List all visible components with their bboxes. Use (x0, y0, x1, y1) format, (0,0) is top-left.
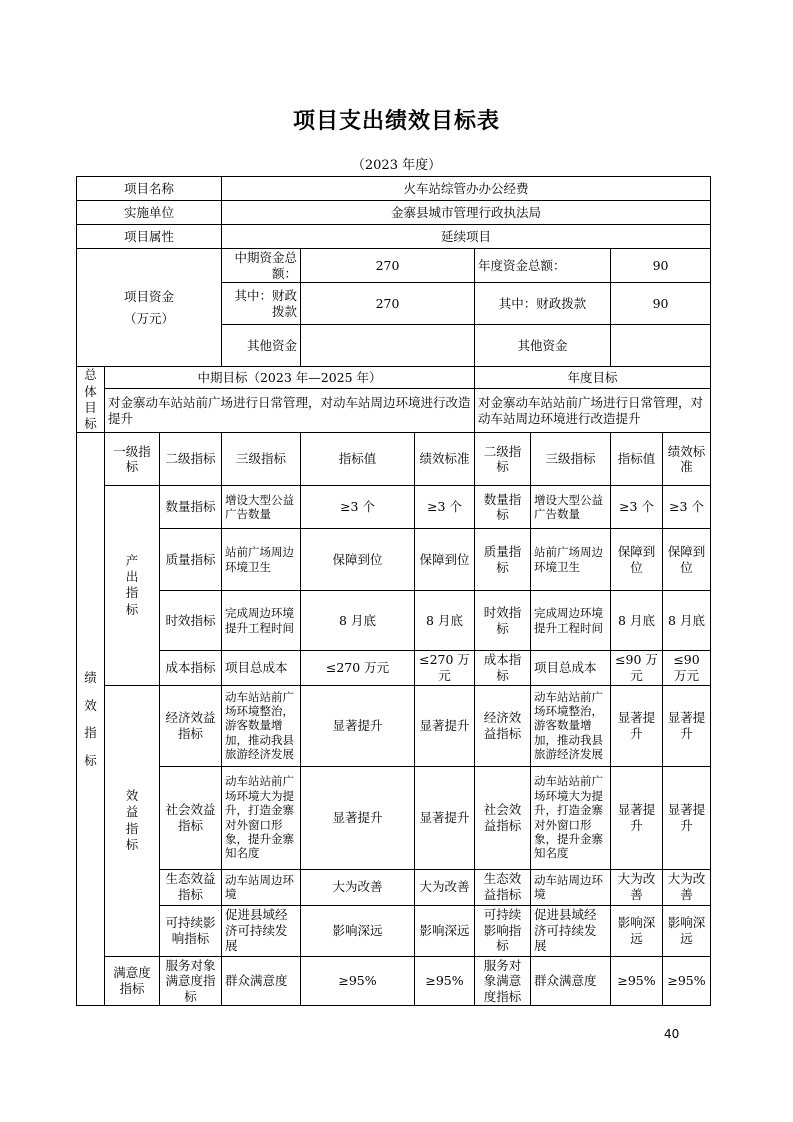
table-row (77, 651, 711, 685)
page-title: 项目支出绩效目标表 (292, 109, 500, 134)
cell: 显著提升 (301, 685, 415, 766)
cell: 显著提升 (415, 766, 475, 869)
table-row (77, 956, 711, 1006)
cell: 保障到位 (415, 529, 475, 591)
cell: ≥3 个 (611, 486, 663, 529)
cell: 生态效益指标 (160, 869, 222, 905)
attribute-label: 项目属性 (77, 225, 222, 249)
cell: 大为改善 (663, 869, 711, 905)
cell: 动车站站前广场环境大为提升，打造金寨对外窗口形象，提升金寨知名度 (531, 766, 611, 869)
cell: 8 月底 (415, 591, 475, 651)
cell: 大为改善 (611, 869, 663, 905)
year-fiscal-value: 90 (611, 283, 711, 325)
cell: 动车站周边环境 (531, 869, 611, 905)
cell: 数量指标 (475, 486, 531, 529)
mid-goal-text: 对金寨动车站站前广场进行日常管理，对动车站周边环境进行改造提升 (105, 389, 475, 433)
cell: 保障到位 (611, 529, 663, 591)
benefit-indicator-label: 效益指标 (105, 685, 160, 956)
cell: ≥3 个 (301, 486, 415, 529)
cell: 群众满意度 (222, 956, 301, 1006)
indicators-label: 绩效指标 (77, 433, 105, 1006)
mid-total-value: 270 (301, 249, 475, 283)
cell: 显著提升 (611, 685, 663, 766)
mid-fiscal-value: 270 (301, 283, 475, 325)
cell: 成本指标 (475, 651, 531, 685)
cell: 完成周边环境提升工程时间 (222, 591, 301, 651)
table-row (77, 529, 711, 591)
cell: 项目总成本 (222, 651, 301, 685)
cell: 质量指标 (160, 529, 222, 591)
cell: 8 月底 (611, 591, 663, 651)
page-number: 40 (664, 1027, 680, 1041)
year-goal-header: 年度目标 (475, 367, 711, 389)
cell: 影响深远 (301, 905, 415, 956)
performance-table (76, 176, 711, 1006)
cell: ≥95% (415, 956, 475, 1006)
header-value-mid: 指标值 (301, 433, 415, 486)
cell: 社会效益指标 (475, 766, 531, 869)
cell: 时效指标 (475, 591, 531, 651)
cell: 可持续影响指标 (475, 905, 531, 956)
project-name-value: 火车站综管办办公经费 (222, 177, 711, 201)
cell: 保障到位 (663, 529, 711, 591)
cell: 影响深远 (611, 905, 663, 956)
cell: 质量指标 (475, 529, 531, 591)
header-value-year: 指标值 (611, 433, 663, 486)
mid-goal-header: 中期目标（2023 年—2025 年） (105, 367, 475, 389)
header-standard-year: 绩效标准 (663, 433, 711, 486)
cell: ≥95% (611, 956, 663, 1006)
cell: ≥3 个 (663, 486, 711, 529)
mid-other-value (301, 325, 475, 367)
year-total-label: 年度资金总额： (475, 249, 611, 283)
header-level3-mid: 三级指标 (222, 433, 301, 486)
cell: 可持续影响指标 (160, 905, 222, 956)
cell: 成本指标 (160, 651, 222, 685)
cell: 站前广场周边环境卫生 (222, 529, 301, 591)
cell: 时效指标 (160, 591, 222, 651)
cell: 显著提升 (415, 685, 475, 766)
cell: 促进县域经济可持续发展 (222, 905, 301, 956)
cell: 保障到位 (301, 529, 415, 591)
unit-value: 金寨县城市管理行政执法局 (222, 201, 711, 225)
header-level3-year: 三级指标 (531, 433, 611, 486)
header-level2-year: 二级指标 (475, 433, 531, 486)
year-goal-text: 对金寨动车站站前广场进行日常管理，对动车站周边环境进行改造提升 (475, 389, 711, 433)
year-label: （2023 年度） (351, 158, 442, 173)
cell: ≥95% (301, 956, 415, 1006)
header-standard-mid: 绩效标准 (415, 433, 475, 486)
cell: ≥95% (663, 956, 711, 1006)
year-fiscal-label: 其中：财政拨款 (475, 283, 611, 325)
cell: ≤270 万元 (301, 651, 415, 685)
cell: ≤270 万元 (415, 651, 475, 685)
cell: 促进县域经济可持续发展 (531, 905, 611, 956)
cell: 站前广场周边环境卫生 (531, 529, 611, 591)
year-other-value (611, 325, 711, 367)
cell: 动车站周边环境 (222, 869, 301, 905)
cell: 数量指标 (160, 486, 222, 529)
output-indicator-label: 产出指标 (105, 486, 160, 685)
cell: ≥3 个 (415, 486, 475, 529)
cell: 项目总成本 (531, 651, 611, 685)
attribute-value: 延续项目 (222, 225, 711, 249)
mid-total-label: 中期资金总额： (222, 249, 301, 283)
cell: 影响深远 (415, 905, 475, 956)
cell: ≤90 万元 (611, 651, 663, 685)
cell: 生态效益指标 (475, 869, 531, 905)
cell: 大为改善 (301, 869, 415, 905)
cell: 社会效益指标 (160, 766, 222, 869)
cell: 显著提升 (663, 766, 711, 869)
table-row (77, 869, 711, 905)
cell: 显著提升 (301, 766, 415, 869)
cell: 动车站站前广场环境整治，游客数量增加，推动我县旅游经济发展 (531, 685, 611, 766)
year-other-label: 其他资金 (475, 325, 611, 367)
cell: 显著提升 (611, 766, 663, 869)
header-level1: 一级指标 (105, 433, 160, 486)
project-name-label: 项目名称 (77, 177, 222, 201)
cell: 影响深远 (663, 905, 711, 956)
cell: 增设大型公益广告数量 (531, 486, 611, 529)
cell: 群众满意度 (531, 956, 611, 1006)
cell: 服务对象满意度指标 (475, 956, 531, 1006)
cell: 服务对象满意度指标 (160, 956, 222, 1006)
cell: 显著提升 (663, 685, 711, 766)
table-row (77, 486, 711, 529)
cell: 8 月底 (301, 591, 415, 651)
satisfaction-indicator-label: 满意度指标 (105, 956, 160, 1006)
cell: ≤90 万元 (663, 651, 711, 685)
cell: 完成周边环境提升工程时间 (531, 591, 611, 651)
table-row (77, 591, 711, 651)
table-row (77, 685, 711, 766)
cell: 经济效益指标 (475, 685, 531, 766)
mid-fiscal-label: 其中：财政拨款 (222, 283, 301, 325)
cell: 增设大型公益广告数量 (222, 486, 301, 529)
cell: 动车站站前广场环境大为提升，打造金寨对外窗口形象，提升金寨知名度 (222, 766, 301, 869)
cell: 动车站站前广场环境整治，游客数量增加，推动我县旅游经济发展 (222, 685, 301, 766)
cell: 经济效益指标 (160, 685, 222, 766)
table-row (77, 905, 711, 956)
mid-other-label: 其他资金 (222, 325, 301, 367)
cell: 8 月底 (663, 591, 711, 651)
header-level2-mid: 二级指标 (160, 433, 222, 486)
unit-label: 实施单位 (77, 201, 222, 225)
cell: 大为改善 (415, 869, 475, 905)
overall-goal-label: 总体目标 (77, 367, 105, 433)
year-total-value: 90 (611, 249, 711, 283)
table-row (77, 766, 711, 869)
funds-label: 项目资金 （万元） (77, 249, 222, 367)
